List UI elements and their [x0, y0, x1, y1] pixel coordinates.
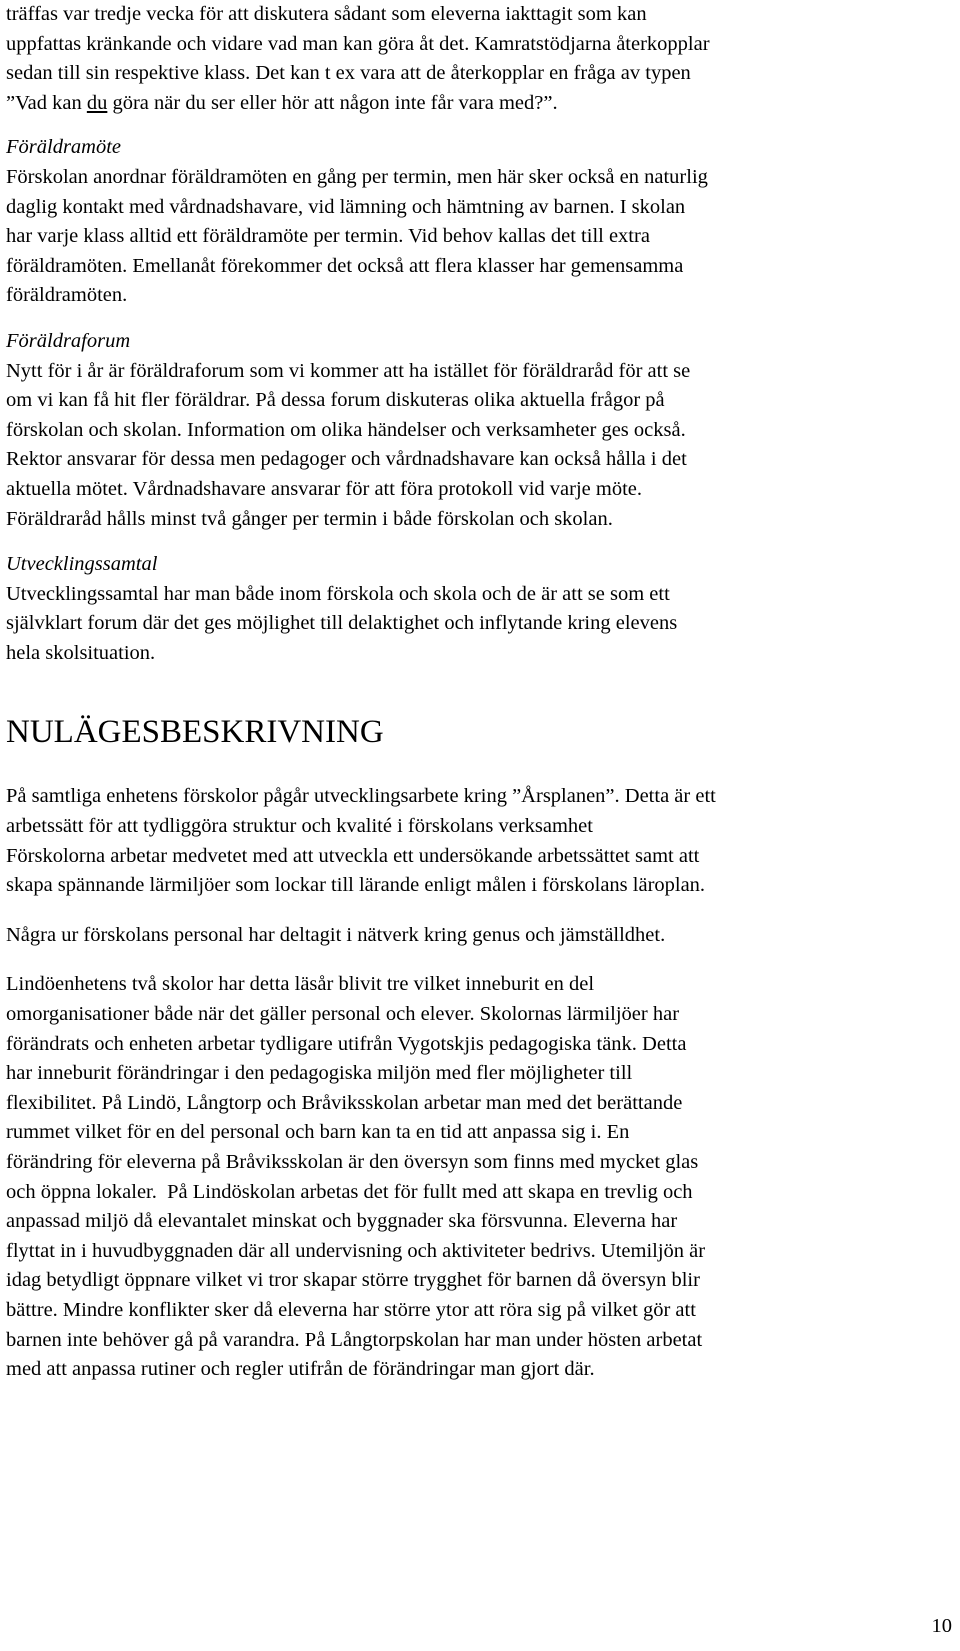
text-line: har inneburit förändringar i den pedagogiska miljön med fler möjligheter till — [6, 1062, 633, 1085]
text-line: flexibilitet. På Lindö, Långtorp och Bråviksskolan arbetar man med det berättande — [6, 1091, 683, 1114]
text-line: hela skolsituation. — [6, 641, 156, 664]
text-line: med att anpassa rutiner och regler utifrån de förändringar man gjort där. — [6, 1358, 595, 1381]
text-line: förändrats och enheten arbetar tydligare utifrån Vygotskjis pedagogiska tänk. Detta — [6, 1032, 687, 1055]
text-line: föräldramöten. Emellanåt förekommer det också att flera klasser har gemensamma — [6, 254, 684, 277]
text-line: Några ur förskolans personal har deltagit i nätverk kring genus och jämställdhet. — [6, 923, 666, 946]
section-heading: Föräldraforum — [6, 329, 131, 352]
text-line: barnen inte behöver gå på varandra. På Långtorpskolan har man under hösten arbetat — [6, 1328, 703, 1351]
text-line: självklart forum där det ges möjlighet till delaktighet och inflytande kring elevens — [6, 612, 678, 635]
text-line: har varje klass alltid ett föräldramöte per termin. Vid behov kallas det till extra — [6, 225, 650, 248]
text-line: föräldramöten. — [6, 284, 128, 307]
text-line: uppfattas kränkande och vidare vad man kan göra åt det. Kamratstödjarna återkopplar — [6, 32, 710, 55]
document-page — [6, 0, 946, 1385]
section-utvecklingssamtal — [6, 550, 946, 668]
section-foraldraforum — [6, 327, 946, 534]
text-line: Föräldraråd hålls minst två gånger per termin i både förskolan och skolan. — [6, 507, 613, 530]
page-number: 10 — [931, 1615, 952, 1637]
text-line: och öppna lokaler. På Lindöskolan arbetas det för fullt med att skapa en trevlig och — [6, 1180, 693, 1203]
text-line: flyttat in i huvudbyggnaden där all undervisning och aktiviteter bedrivs. Utemiljön är — [6, 1239, 706, 1262]
text-line: anpassad miljö då elevantalet minskat och byggnader ska försvunna. Eleverna har — [6, 1210, 678, 1233]
text-line: omorganisationer både när det gäller personal och elever. Skolornas lärmiljöer har — [6, 1003, 680, 1026]
intro-paragraph — [6, 0, 946, 118]
text-line: aktuella mötet. Vårdnadshavare ansvarar för att föra protokoll vid varje möte. — [6, 477, 643, 500]
text-line: skapa spännande lärmiljöer som lockar till lärande enligt målen i förskolans läroplan. — [6, 874, 706, 897]
section-heading: Föräldramöte — [6, 136, 122, 159]
underlined-word: du — [86, 91, 108, 114]
text-line: Förskolan anordnar föräldramöten en gång per termin, men här sker också en naturlig — [6, 165, 708, 188]
section-heading: Utvecklingssamtal — [6, 553, 158, 576]
text-line: På samtliga enhetens förskolor pågår utvecklingsarbete kring ”Årsplanen”. Detta är ett — [6, 785, 716, 808]
text-line: sedan till sin respektive klass. Det kan t ex vara att de återkopplar en fråga av typen — [6, 62, 691, 85]
text-line: förändring för eleverna på Bråviksskolan är den översyn som finns med mycket glas — [6, 1151, 699, 1173]
text-line: rummet vilket för en del personal och barn kan ta en tid att anpassa sig i. En — [6, 1121, 630, 1144]
text-line: Lindöenhetens två skolor har detta läsår blivit tre vilket inneburit en del — [6, 973, 595, 996]
main-heading: NULÄGESBESKRIVNING — [6, 714, 384, 751]
nulage-paragraph-1 — [6, 782, 946, 900]
nulage-paragraph-3 — [6, 970, 946, 1384]
text-line: arbetssätt för att tydliggöra struktur och kvalité i förskolans verksamhet — [6, 815, 593, 838]
section-foraldramote — [6, 133, 946, 311]
text-line: träffas var tredje vecka för att diskutera sådant som eleverna iakttagit som kan — [6, 3, 647, 25]
text-line: Rektor ansvarar för dessa men pedagoger och vårdnadshavare kan också hålla i det — [6, 448, 687, 471]
text-line: idag betydligt öppnare vilket vi tror skapar större trygghet för barnen då översyn blir — [6, 1269, 700, 1292]
text-line: Förskolorna arbetar medvetet med att utveckla ett undersökande arbetssättet samt att — [6, 844, 700, 867]
text-line: daglig kontakt med vårdnadshavare, vid lämning och hämtning av barnen. I skolan — [6, 195, 686, 218]
text-line — [6, 89, 946, 119]
text-segment: göra när du ser eller hör att någon inte får vara med?”. — [107, 91, 558, 114]
text-line: förskolan och skolan. Information om olika händelser och verksamheter ges också. — [6, 418, 686, 441]
text-segment: ”Vad kan — [6, 91, 87, 114]
text-line: Nytt för i år är föräldraforum som vi kommer att ha istället för föräldraråd för att se — [6, 359, 691, 382]
text-line: Utvecklingssamtal har man både inom förskola och skola och de är att se som ett — [6, 582, 670, 605]
text-line: bättre. Mindre konflikter sker då eleverna har större ytor att röra sig på vilket gör att — [6, 1298, 696, 1321]
nulage-paragraph-2 — [6, 921, 946, 951]
text-line: om vi kan få hit fler föräldrar. På dessa forum diskuteras olika aktuella frågor på — [6, 389, 665, 412]
